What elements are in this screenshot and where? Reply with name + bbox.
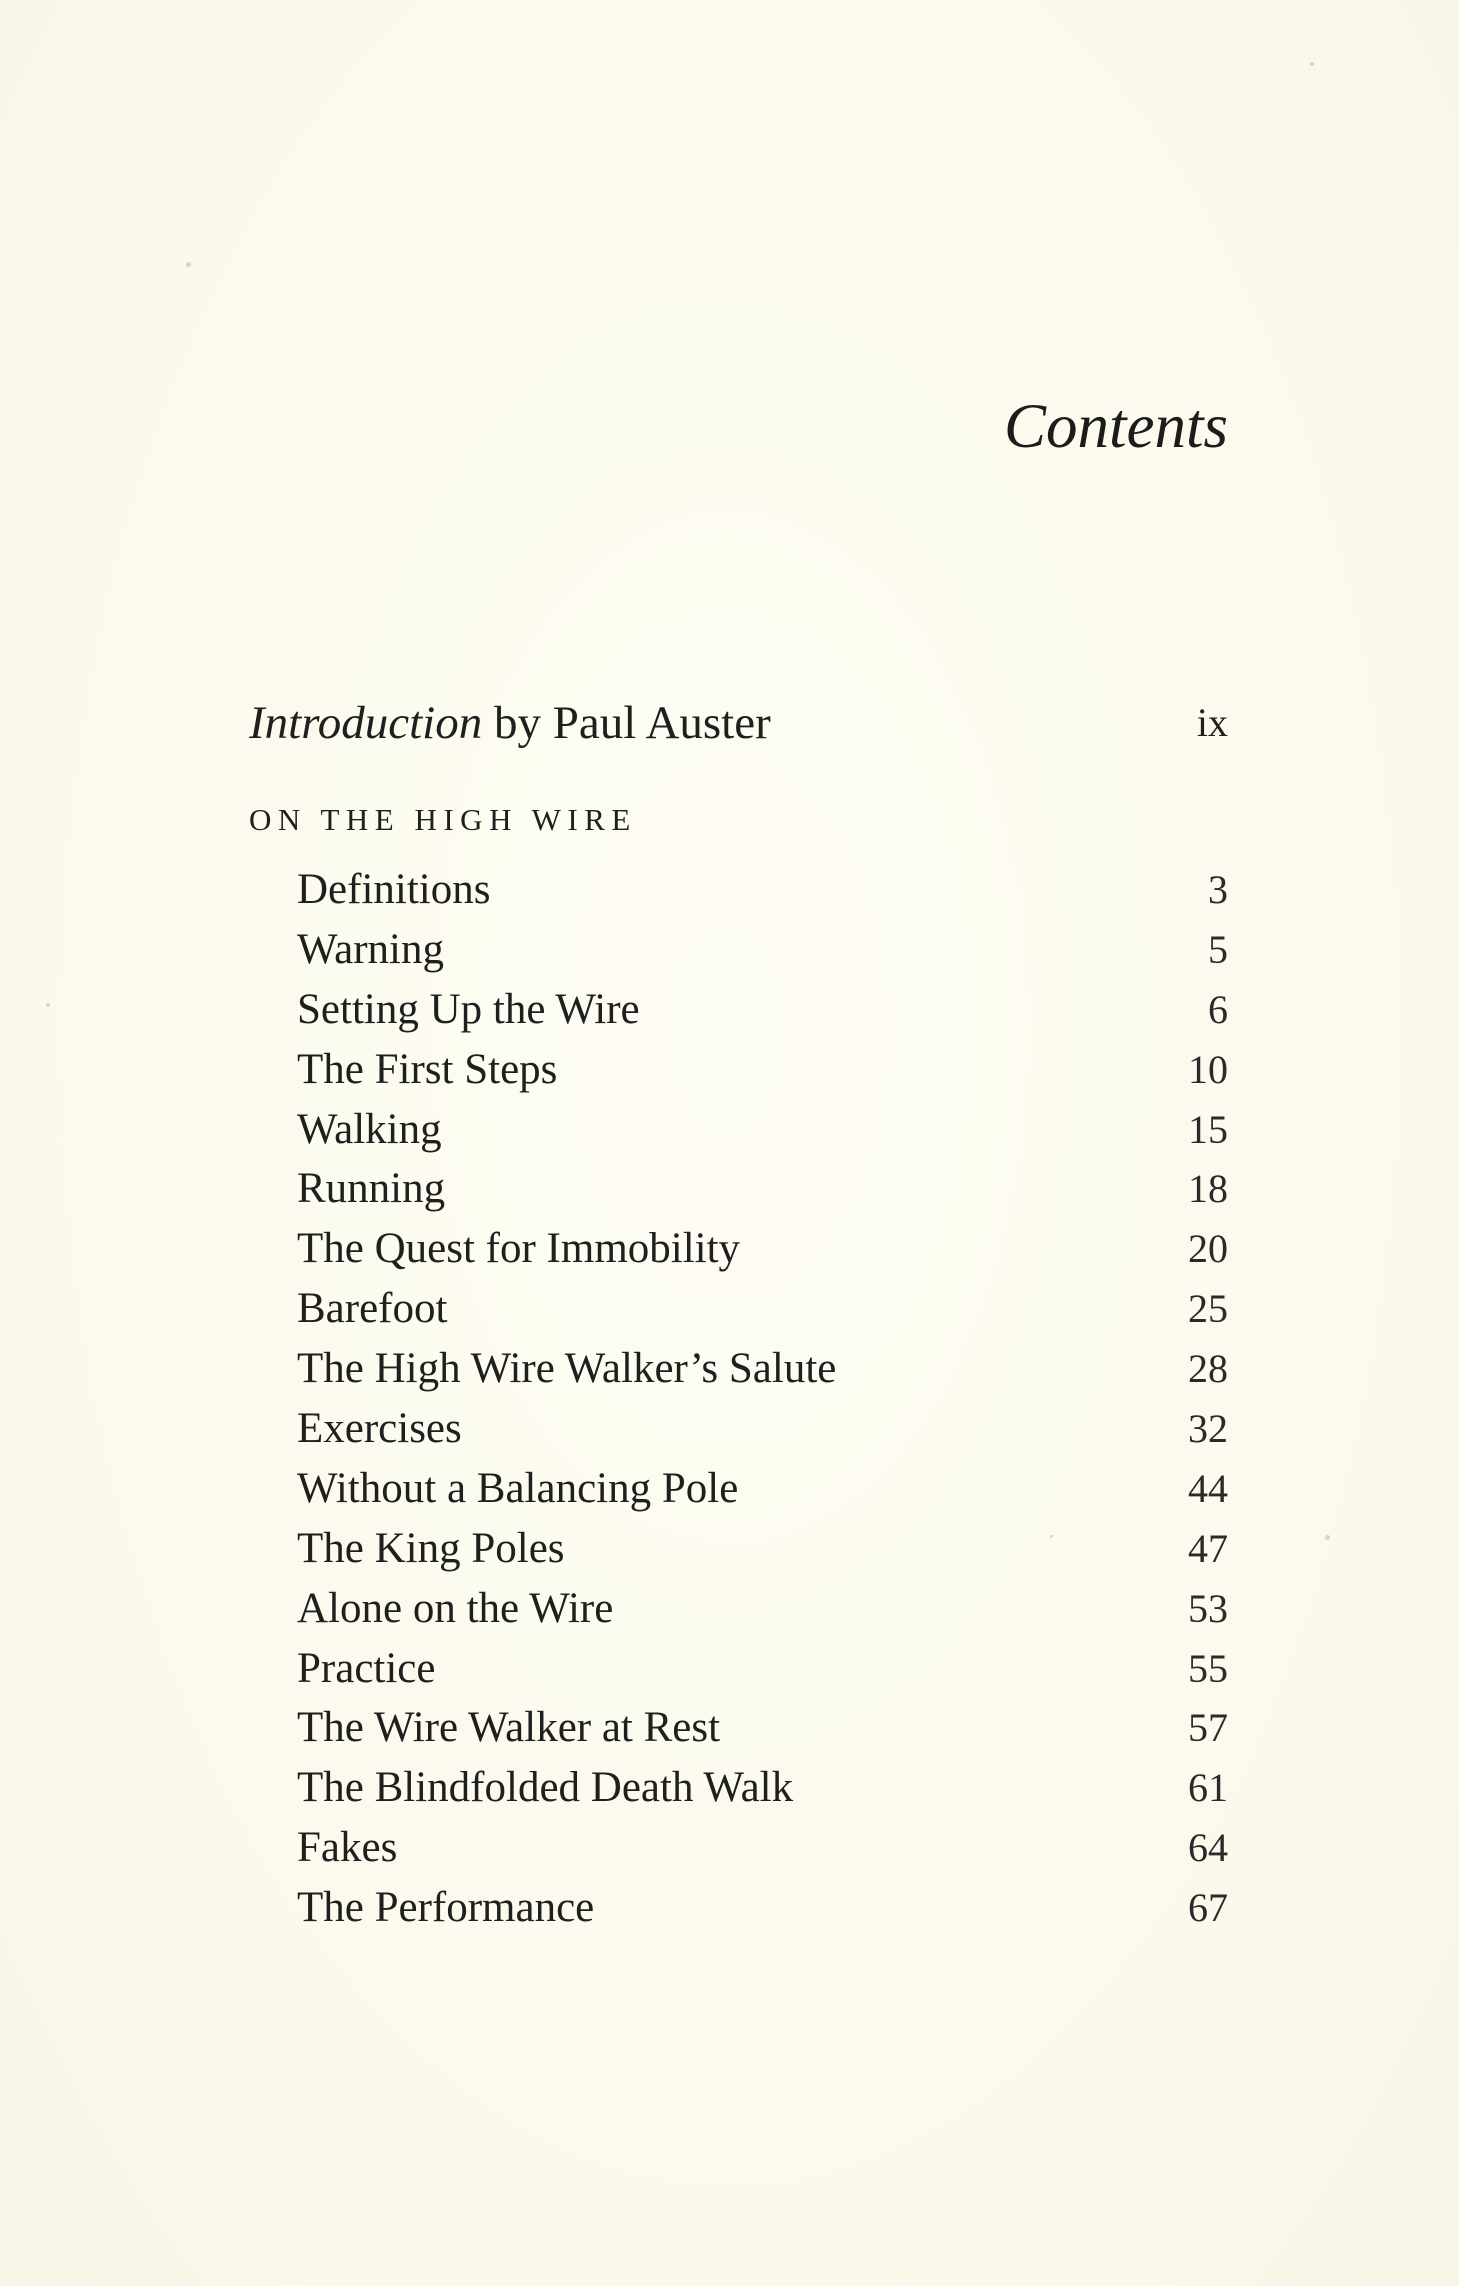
section-heading: ON THE HIGH WIRE [249, 802, 637, 837]
toc-entry[interactable] [297, 1459, 1228, 1519]
toc-entry[interactable] [297, 1279, 1228, 1339]
toc-entry-title: Without a Balancing Pole [297, 1464, 739, 1512]
toc-entry-page: 53 [1188, 1585, 1228, 1631]
toc-entry-title: Definitions [297, 866, 491, 913]
toc-entry-title: Walking [297, 1105, 442, 1153]
toc-entry-page: 20 [1188, 1226, 1228, 1272]
toc-entry-page: ix [1196, 700, 1228, 745]
toc-entry-title: The First Steps [297, 1045, 558, 1093]
toc-entry-page: 10 [1188, 1046, 1228, 1092]
toc-entry[interactable] [297, 1100, 1228, 1160]
toc-entry-title [249, 693, 771, 753]
toc-entry-page: 64 [1188, 1825, 1228, 1871]
toc-entry-list [297, 860, 1228, 1938]
toc-entry-title: Warning [297, 925, 444, 973]
toc-entry[interactable] [297, 1878, 1228, 1938]
toc-entry-page: 25 [1188, 1286, 1228, 1332]
toc-entry[interactable] [297, 980, 1228, 1040]
toc-entry[interactable] [297, 1579, 1228, 1639]
toc-entry-title: Alone on the Wire [297, 1584, 614, 1632]
toc-entry-page: 18 [1188, 1166, 1228, 1212]
toc-entry[interactable] [297, 920, 1228, 980]
toc-entry-title: Barefoot [297, 1285, 448, 1333]
toc-entry-page: 47 [1188, 1525, 1228, 1571]
toc-entry[interactable] [297, 1519, 1228, 1579]
toc-entry-page: 28 [1188, 1346, 1228, 1392]
toc-entry[interactable] [297, 1339, 1228, 1399]
toc-entry-page: 61 [1188, 1765, 1228, 1811]
toc-entry-title: The King Poles [297, 1524, 565, 1572]
toc-entry-page: 5 [1208, 926, 1228, 972]
toc-entry-page: 6 [1208, 986, 1228, 1032]
toc-entry-page: 32 [1188, 1406, 1228, 1452]
toc-entry[interactable] [297, 1639, 1228, 1699]
toc-entry-page: 15 [1188, 1106, 1228, 1152]
toc-entry-title: The Blindfolded Death Walk [297, 1764, 794, 1812]
paper-speck [186, 262, 191, 267]
toc-entry[interactable] [297, 1159, 1228, 1219]
toc-entry-introduction[interactable] [249, 693, 1228, 753]
toc-entry-title: The Performance [297, 1884, 595, 1932]
toc-entry-page: 3 [1208, 867, 1228, 912]
toc-entry-title: The Wire Walker at Rest [297, 1704, 721, 1752]
toc-entry[interactable] [297, 1040, 1228, 1100]
paper-speck [1325, 1535, 1330, 1540]
toc-entry-title: The Quest for Immobility [297, 1225, 741, 1273]
toc-entry-page: 55 [1188, 1645, 1228, 1691]
toc-entry-title: The High Wire Walker’s Salute [297, 1345, 837, 1393]
toc-entry[interactable] [297, 1818, 1228, 1878]
toc-entry-title: Practice [297, 1644, 436, 1692]
paper-speck [1310, 62, 1314, 66]
toc-entry[interactable] [297, 1698, 1228, 1758]
toc-entry[interactable] [297, 1219, 1228, 1279]
toc-entry-page: 57 [1188, 1705, 1228, 1751]
paper-speck [46, 1003, 50, 1007]
toc-entry-page: 67 [1188, 1885, 1228, 1931]
toc-entry-title: Running [297, 1165, 446, 1213]
toc-entry[interactable] [297, 1758, 1228, 1818]
toc-entry[interactable] [297, 860, 1228, 920]
toc-entry-title: Setting Up the Wire [297, 985, 640, 1033]
introduction-author: by Paul Auster [482, 697, 771, 749]
toc-entry-title: Fakes [297, 1824, 398, 1872]
toc-entry[interactable] [297, 1399, 1228, 1459]
introduction-italic: Introduction [249, 697, 483, 749]
toc-entry-page: 44 [1188, 1465, 1228, 1511]
toc-entry-title: Exercises [297, 1405, 462, 1453]
page-title: Contents [1003, 391, 1228, 461]
